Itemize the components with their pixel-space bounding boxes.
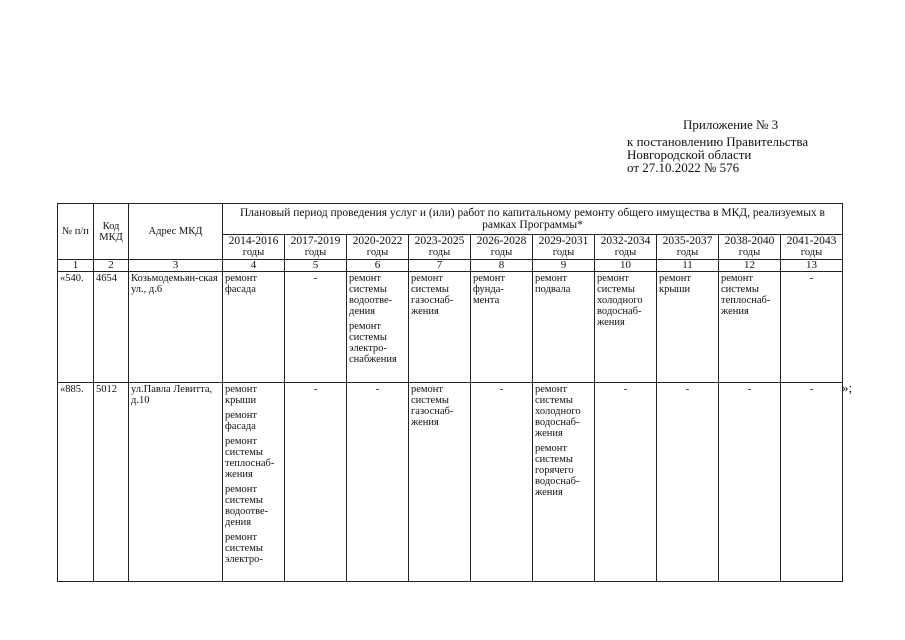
work-item: ремонт системы горячего водоснаб-жения [535, 443, 580, 498]
header-period: Плановый период проведения услуг и (или) работ по капитальному ремонту общего имущества в МКД, реализуемых в рамках Программы* [223, 204, 843, 235]
column-number: 4 [223, 260, 285, 272]
row-address: Козьмодемьян-ская ул., д.6 [129, 272, 223, 383]
work-item: ремонт фасада [225, 410, 258, 432]
work-cell [595, 272, 657, 383]
year-header: 2035-2037 годы [657, 235, 719, 260]
work-cell [347, 272, 409, 383]
column-number: 12 [719, 260, 781, 272]
work-item: ремонт подвала [535, 273, 571, 295]
column-number-row [58, 260, 843, 272]
column-number: 6 [347, 260, 409, 272]
no-work-dash: - [499, 384, 504, 395]
year-header: 2032-2034 годы [595, 235, 657, 260]
row-code: 4654 [94, 272, 129, 383]
appendix-resolution-line: к постановлению Правительства [627, 134, 809, 149]
appendix-date-line: от 27.10.2022 № 576 [627, 160, 740, 175]
table-row [58, 272, 843, 383]
appendix-title: Приложение № 3 [683, 117, 779, 132]
no-work-dash: - [809, 273, 814, 284]
column-number: 5 [285, 260, 347, 272]
no-work-dash: - [623, 384, 628, 395]
repair-schedule-table [57, 203, 843, 582]
header-address: Адрес МКД [129, 204, 223, 260]
work-item: ремонт системы водоотве-дения [349, 273, 393, 317]
work-cell [347, 383, 409, 582]
work-item: ремонт фасада [225, 273, 258, 295]
year-header: 2041-2043 годы [781, 235, 843, 260]
no-work-dash: - [313, 384, 318, 395]
work-item: ремонт системы газоснаб-жения [411, 384, 454, 428]
year-header: 2014-2016 годы [223, 235, 285, 260]
row-code: 5012 [94, 383, 129, 582]
repair-schedule-table-wrap [57, 203, 843, 582]
work-item: ремонт фунда-мента [473, 273, 506, 306]
no-work-dash: - [809, 384, 814, 395]
work-item: ремонт системы электро-снабжения [349, 321, 397, 365]
work-item: ремонт крыши [659, 273, 692, 295]
closing-quote-mark: »; [842, 380, 853, 395]
work-item: ремонт системы теплоснаб-жения [225, 436, 275, 480]
appendix-header [627, 118, 808, 174]
work-item: ремонт системы теплоснаб-жения [721, 273, 771, 317]
work-item: ремонт крыши [225, 384, 258, 406]
column-number: 2 [94, 260, 129, 272]
work-cell [409, 272, 471, 383]
header-code: Код МКД [94, 204, 129, 260]
no-work-dash: - [375, 384, 380, 395]
year-header: 2038-2040 годы [719, 235, 781, 260]
work-item: ремонт системы холодного водоснаб-жения [597, 273, 643, 328]
work-cell [657, 272, 719, 383]
row-number: «885. [58, 383, 94, 582]
work-item: ремонт системы холодного водоснаб-жения [535, 384, 581, 439]
row-address: ул.Павла Левитта, д.10 [129, 383, 223, 582]
year-header: 2023-2025 годы [409, 235, 471, 260]
column-number: 9 [533, 260, 595, 272]
no-work-dash: - [685, 384, 690, 395]
column-number: 3 [129, 260, 223, 272]
work-cell [285, 383, 347, 582]
year-header: 2017-2019 годы [285, 235, 347, 260]
work-cell [471, 272, 533, 383]
work-cell [533, 272, 595, 383]
work-cell [223, 272, 285, 383]
work-cell [595, 383, 657, 582]
year-header: 2026-2028 годы [471, 235, 533, 260]
column-number: 8 [471, 260, 533, 272]
work-cell [719, 383, 781, 582]
work-cell [719, 272, 781, 383]
work-item: ремонт системы газоснаб-жения [411, 273, 454, 317]
table-row [58, 383, 843, 582]
work-cell [781, 383, 843, 582]
column-number: 7 [409, 260, 471, 272]
work-cell [409, 383, 471, 582]
column-number: 13 [781, 260, 843, 272]
column-number: 1 [58, 260, 94, 272]
appendix-region-line: Новгородской области [627, 147, 752, 162]
column-number: 11 [657, 260, 719, 272]
work-cell [781, 272, 843, 383]
no-work-dash: - [747, 384, 752, 395]
year-header: 2020-2022 годы [347, 235, 409, 260]
work-cell [657, 383, 719, 582]
work-cell [223, 383, 285, 582]
work-item: ремонт системы электро- [225, 532, 263, 565]
column-number: 10 [595, 260, 657, 272]
work-item: ремонт системы водоотве-дения [225, 484, 269, 528]
work-cell [285, 272, 347, 383]
work-cell [471, 383, 533, 582]
row-number: «540. [58, 272, 94, 383]
header-num: № п/п [58, 204, 94, 260]
year-header: 2029-2031 годы [533, 235, 595, 260]
work-cell [533, 383, 595, 582]
no-work-dash: - [313, 273, 318, 284]
